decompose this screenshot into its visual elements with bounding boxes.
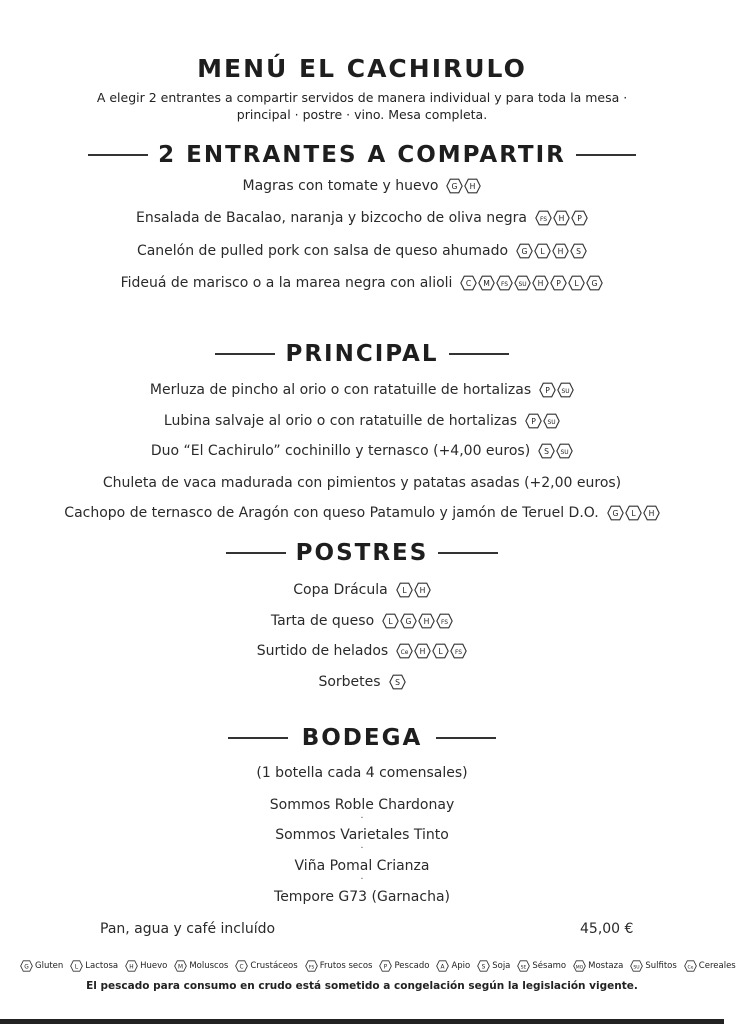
svg-text:H: H — [419, 646, 426, 656]
svg-text:H: H — [648, 508, 655, 518]
allergen-legend — [20, 960, 736, 972]
section-heading-postres — [0, 540, 724, 566]
svg-text:MO: MO — [575, 965, 584, 971]
allergen-g-icon — [400, 613, 417, 629]
svg-text:SU: SU — [633, 965, 640, 971]
allergen-p-icon — [571, 210, 588, 226]
allergen-p-icon — [525, 413, 542, 429]
svg-text:FS: FS — [308, 965, 314, 971]
wine-item: Viña Pomal Crianza — [294, 858, 430, 874]
legend-item — [477, 960, 510, 972]
svg-text:FS: FS — [501, 280, 509, 288]
menu-item-name: Cachopo de ternasco de Aragón con queso Patamulo y jamón de Teruel D.O. — [64, 505, 599, 521]
svg-text:SE: SE — [521, 965, 527, 971]
allergen-l-icon — [382, 613, 399, 629]
wine-item: Tempore G73 (Garnacha) — [274, 889, 450, 905]
allergen-h-icon — [125, 960, 138, 972]
legend-item — [20, 960, 63, 972]
allergen-h-icon — [414, 582, 431, 598]
svg-text:M: M — [483, 278, 491, 288]
legend-item — [517, 960, 566, 972]
menu-item-name: Duo “El Cachirulo” cochinillo y ternasco (+4,00 euros) — [150, 443, 531, 459]
menu-item-name: Merluza de pincho al orio o con ratatuille de hortalizas — [149, 382, 532, 398]
bodega-note: (1 botella cada 4 comensales) — [256, 765, 468, 781]
allergen-badges — [446, 178, 481, 194]
legend-label: Lactosa — [85, 961, 119, 971]
svg-text:FS: FS — [455, 648, 463, 656]
svg-text:Ce: Ce — [687, 965, 694, 971]
allergen-ce-icon — [684, 960, 697, 972]
allergen-l-icon — [432, 643, 449, 659]
menu-item — [0, 382, 724, 398]
allergen-m-icon — [174, 960, 187, 972]
allergen-badges — [396, 643, 467, 659]
section-heading-principal — [0, 341, 724, 367]
wine-separator: · — [360, 874, 364, 885]
allergen-su-icon — [630, 960, 643, 972]
svg-text:P: P — [556, 278, 562, 288]
allergen-g-icon — [446, 178, 463, 194]
legend-label: Sésamo — [532, 961, 567, 971]
svg-text:S: S — [544, 446, 550, 456]
legend-item — [684, 960, 736, 972]
allergen-l-icon — [625, 505, 642, 521]
allergen-h-icon — [643, 505, 660, 521]
svg-text:SU: SU — [561, 387, 570, 395]
section-title: BODEGA — [301, 725, 423, 751]
allergen-su-icon — [543, 413, 560, 429]
section-title: POSTRES — [295, 540, 429, 566]
menu-item — [0, 210, 724, 226]
wine-item: Sommos Varietales Tinto — [275, 827, 449, 843]
svg-text:P: P — [545, 385, 550, 395]
legend-label: Gluten — [35, 961, 64, 971]
legend-item — [125, 960, 167, 972]
allergen-h-icon — [552, 243, 569, 259]
svg-text:S: S — [394, 677, 400, 687]
menu-price: 45,00 € — [580, 921, 634, 937]
allergen-h-icon — [553, 210, 570, 226]
wine-separator: · — [360, 843, 364, 854]
allergen-p-icon — [379, 960, 392, 972]
section-title: PRINCIPAL — [285, 341, 439, 367]
allergen-badges — [607, 505, 660, 521]
allergen-fs-icon — [450, 643, 467, 659]
svg-text:H: H — [558, 213, 565, 223]
menu-item — [0, 643, 724, 659]
allergen-g-icon — [516, 243, 533, 259]
svg-text:H: H — [557, 246, 564, 256]
svg-text:SU: SU — [560, 448, 569, 456]
allergen-a-icon — [436, 960, 449, 972]
svg-text:L: L — [540, 246, 545, 256]
svg-text:S: S — [576, 246, 581, 256]
divider-line — [88, 154, 148, 156]
allergen-h-icon — [418, 613, 435, 629]
menu-item — [0, 582, 724, 598]
divider-line — [576, 154, 636, 156]
allergen-m-icon — [478, 275, 495, 291]
allergen-badges — [539, 382, 574, 398]
legend-item — [174, 960, 228, 972]
legend-item — [235, 960, 297, 972]
allergen-su-icon — [557, 382, 574, 398]
legend-item — [379, 960, 429, 972]
svg-text:SU: SU — [547, 418, 556, 426]
svg-text:L: L — [75, 964, 79, 971]
allergen-p-icon — [539, 382, 556, 398]
subtitle-line-2: principal · postre · vino. Mesa completa. — [236, 107, 488, 122]
allergen-su-icon — [556, 443, 573, 459]
svg-text:H: H — [538, 278, 544, 288]
allergen-badges — [525, 413, 560, 429]
section-title: 2 ENTRANTES A COMPARTIR — [158, 142, 566, 168]
menu-item-name: Tarta de queso — [270, 613, 375, 629]
allergen-badges — [382, 613, 453, 629]
allergen-h-icon — [464, 178, 481, 194]
allergen-badges — [396, 582, 431, 598]
menu-item — [0, 243, 724, 259]
divider-line — [228, 737, 288, 739]
svg-text:G: G — [591, 278, 598, 288]
svg-text:C: C — [466, 278, 472, 288]
svg-text:C: C — [239, 964, 244, 971]
svg-text:G: G — [452, 181, 458, 191]
menu-item-name: Copa Drácula — [293, 582, 388, 598]
menu-item-name: Sorbetes — [318, 674, 381, 690]
legend-label: Crustáceos — [250, 961, 298, 971]
allergen-fs-icon — [305, 960, 318, 972]
included-text: Pan, agua y café incluído — [100, 921, 276, 937]
svg-text:SU: SU — [518, 280, 527, 288]
allergen-l-icon — [534, 243, 551, 259]
allergen-badges — [389, 674, 406, 690]
legend-label: Pescado — [394, 961, 430, 971]
legend-label: Soja — [492, 961, 511, 971]
allergen-s-icon — [570, 243, 587, 259]
allergen-l-icon — [70, 960, 83, 972]
divider-line — [226, 552, 286, 554]
allergen-badges — [460, 275, 603, 291]
wine-item: Sommos Roble Chardonay — [269, 797, 455, 813]
svg-text:L: L — [631, 508, 636, 518]
svg-text:Ce: Ce — [400, 648, 409, 656]
svg-text:L: L — [438, 646, 443, 656]
menu-item — [0, 674, 724, 690]
menu-item-name: Fideuá de marisco o a la marea negra con alioli — [120, 275, 453, 291]
allergen-badges — [535, 210, 588, 226]
svg-text:P: P — [384, 964, 388, 971]
legend-label: Frutos secos — [319, 961, 373, 971]
svg-text:H: H — [470, 181, 476, 191]
bottom-bar — [0, 1019, 724, 1024]
allergen-g-icon — [607, 505, 624, 521]
subtitle-line-1: A elegir 2 entrantes a compartir servidos de manera individual y para toda la mesa · — [96, 90, 628, 105]
divider-line — [438, 552, 498, 554]
allergen-fs-icon — [535, 210, 552, 226]
svg-text:H: H — [423, 616, 430, 626]
svg-text:S: S — [481, 964, 486, 971]
svg-text:P: P — [577, 213, 582, 223]
svg-text:M: M — [178, 964, 184, 971]
legend-item — [630, 960, 676, 972]
svg-text:A: A — [440, 964, 445, 971]
menu-item-name: Ensalada de Bacalao, naranja y bizcocho de oliva negra — [136, 210, 527, 226]
allergen-s-icon — [538, 443, 555, 459]
menu-item — [0, 275, 724, 291]
legend-item — [305, 960, 373, 972]
menu-item-name: Magras con tomate y huevo — [242, 178, 439, 194]
legend-label: Mostaza — [588, 961, 624, 971]
allergen-c-icon — [460, 275, 477, 291]
wine-separator: · — [360, 813, 364, 824]
svg-text:P: P — [531, 416, 536, 426]
svg-text:G: G — [24, 964, 29, 971]
legend-label: Moluscos — [189, 961, 229, 971]
svg-text:G: G — [521, 246, 528, 256]
allergen-g-icon — [20, 960, 33, 972]
legend-label: Huevo — [140, 961, 168, 971]
allergen-se-icon — [517, 960, 530, 972]
svg-text:L: L — [388, 616, 393, 626]
allergen-fs-icon — [436, 613, 453, 629]
divider-line — [449, 353, 509, 355]
allergen-badges — [538, 443, 573, 459]
menu-item — [0, 505, 724, 521]
menu-item — [0, 443, 724, 459]
legend-label: Apio — [451, 961, 471, 971]
svg-text:FS: FS — [539, 215, 548, 223]
svg-text:FS: FS — [441, 618, 449, 626]
legend-item — [70, 960, 118, 972]
allergen-badges — [516, 243, 587, 259]
allergen-h-icon — [532, 275, 549, 291]
menu-item — [0, 413, 724, 429]
svg-text:L: L — [574, 278, 580, 288]
legend-item — [573, 960, 623, 972]
menu-item — [0, 613, 724, 629]
legend-label: Sulfitos — [645, 961, 677, 971]
allergen-fs-icon — [496, 275, 513, 291]
menu-item — [0, 178, 724, 194]
allergen-c-icon — [235, 960, 248, 972]
section-heading-entrantes — [0, 142, 724, 168]
svg-text:G: G — [405, 616, 412, 626]
allergen-l-icon — [568, 275, 585, 291]
divider-line — [436, 737, 496, 739]
legend-item — [436, 960, 470, 972]
allergen-s-icon — [389, 674, 406, 690]
menu-item-name: Lubina salvaje al orio o con ratatuille de hortalizas — [163, 413, 518, 429]
menu-item — [0, 475, 724, 491]
menu-item-name: Canelón de pulled pork con salsa de queso ahumado — [136, 243, 509, 259]
menu-item-name: Surtido de helados — [256, 643, 389, 659]
svg-text:H: H — [419, 585, 426, 595]
allergen-h-icon — [414, 643, 431, 659]
allergen-g-icon — [586, 275, 603, 291]
allergen-p-icon — [550, 275, 567, 291]
allergen-mo-icon — [573, 960, 586, 972]
svg-text:L: L — [402, 585, 407, 595]
legend-label: Cereales — [698, 961, 736, 971]
menu-item-name: Chuleta de vaca madurada con pimientos y patatas asadas (+2,00 euros) — [102, 475, 622, 491]
svg-text:H: H — [129, 964, 134, 971]
allergen-s-icon — [477, 960, 490, 972]
svg-text:G: G — [612, 508, 619, 518]
section-heading-bodega — [0, 725, 724, 751]
allergen-ce-icon — [396, 643, 413, 659]
page-title: MENÚ EL CACHIRULO — [197, 54, 527, 83]
allergen-su-icon — [514, 275, 531, 291]
divider-line — [215, 353, 275, 355]
allergen-l-icon — [396, 582, 413, 598]
footnote: El pescado para consumo en crudo está sometido a congelación según la legislación vigente. — [86, 980, 638, 992]
